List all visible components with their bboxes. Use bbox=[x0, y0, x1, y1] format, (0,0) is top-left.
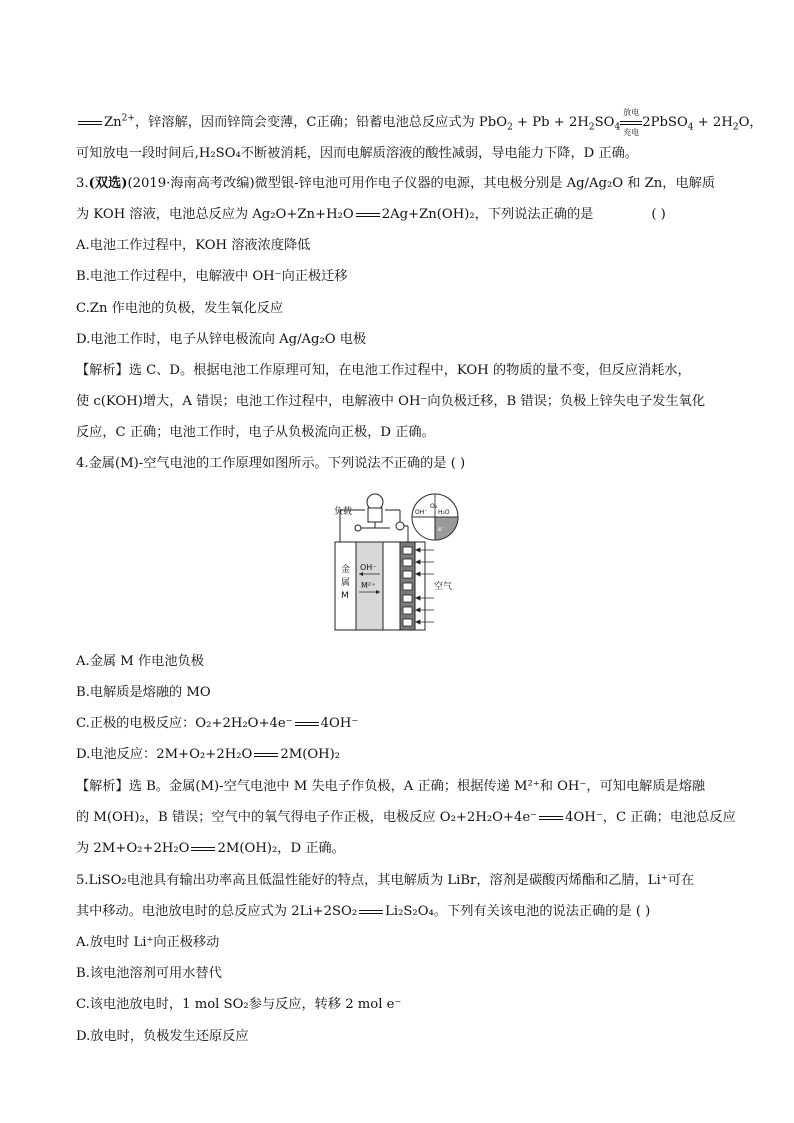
equals-sign-double-line bbox=[254, 753, 278, 757]
load-label: 负载 bbox=[334, 507, 353, 517]
q3-stem-line-2: 为 KOH 溶液，电池总反应为 Ag₂O+Zn+H₂O 2Ag+Zn(OH)₂，下列说法正确的是 ( ) bbox=[76, 207, 666, 222]
q3-option-d: D.电池工作时，电子从锌电极流向 Ag/Ag₂O 电极 bbox=[76, 332, 367, 347]
equals-sign-double-line bbox=[295, 722, 319, 726]
answer-paren: ( ) bbox=[651, 207, 666, 222]
load-box bbox=[368, 508, 382, 522]
m2-ion-label: M²⁺ bbox=[361, 581, 376, 590]
q4-analysis-line-1: 【解析】选 B。金属(M)-空气电池中 M 失电子作负极，A 正确；根据传递 M²⁺和 OH⁻，可知电解质是熔融 bbox=[76, 779, 706, 794]
svg-text:e⁻: e⁻ bbox=[438, 526, 445, 533]
equals-sign-double-line bbox=[539, 816, 563, 820]
svg-text:O₂: O₂ bbox=[430, 503, 438, 510]
q4-stem: 4.金属(M)-空气电池的工作原理如图所示。下列说法不正确的是 ( ) bbox=[76, 456, 466, 471]
q5-stem-line-1: 5.LiSO₂电池具有输出功率高且低温性能好的特点，其电解质为 LiBr，溶剂是碳酸丙烯酯和乙腈，Li⁺可在 bbox=[76, 873, 695, 888]
equals-sign-double-line bbox=[359, 910, 383, 914]
equals-sign-double-line bbox=[78, 121, 102, 125]
svg-text:OH⁻: OH⁻ bbox=[415, 509, 428, 516]
q4-option-a: A.金属 M 作电池负极 bbox=[76, 654, 204, 669]
q3-option-b: B.电池工作过程中，电解液中 OH⁻向正极迁移 bbox=[76, 269, 348, 284]
q3-option-a: A.电池工作过程中，KOH 溶液浓度降低 bbox=[76, 238, 311, 253]
air-label: 空气 bbox=[434, 582, 453, 592]
q4-option-d: D.电池反应：2M+O₂+2H₂O 2M(OH)₂ bbox=[76, 747, 341, 762]
q4-option-b: B.电解质是熔融的 MO bbox=[76, 685, 211, 700]
metal-air-battery-diagram bbox=[330, 490, 462, 635]
q3-stem-line-1: 3.(双选)(2019·海南高考改编)微型银-锌电池可用作电子仪器的电源，其电极分别是 Ag/Ag₂O 和 Zn，电解质 bbox=[76, 176, 716, 191]
metal-label-2: 属 bbox=[341, 578, 351, 588]
reversible-arrow: 放电 充电 bbox=[620, 116, 642, 130]
q4-analysis-line-2: 的 M(OH)₂，B 错误；空气中的氧气得电子作正极，电极反应 O₂+2H₂O+4e⁻ 4OH⁻，C 正确；电池总反应 bbox=[76, 810, 736, 825]
text-line-prev-1: $Zn^{2+}$，锌溶解，因而锌筒会变薄，C正确；铅蓄电池总反应式为 $PbO_2 + Pb + 2H_2SO_4$ 放电 充电 2PbSO$_4$ + $2H_2O$， bbox=[76, 114, 726, 132]
q3-analysis-line-1: 【解析】选 C、D。根据电池工作原理可知，在电池工作过程中，KOH 的物质的量不变，但反应消耗水， bbox=[76, 363, 691, 378]
text-line-prev-2: 可知放电一段时间后,H₂SO₄不断被消耗，因而电解质溶液的酸性减弱，导电能力下降，D 正确。 bbox=[76, 146, 638, 161]
q5-stem-line-2: 其中移动。电池放电时的总反应式为 2Li+2SO₂ Li₂S₂O₄。下列有关该电池的说法正确的是 ( ) bbox=[76, 904, 651, 919]
q3-option-c: C.Zn 作电池的负极，发生氧化反应 bbox=[76, 301, 284, 316]
equals-sign-double-line bbox=[191, 847, 215, 851]
q3-analysis-line-2: 使 c(KOH)增大，A 错误；电池工作过程中，电解液中 OH⁻向负极迁移，B 错误；负极上锌失电子发生氧化 bbox=[76, 394, 706, 409]
oh-ion-label: OH⁻ bbox=[360, 563, 377, 572]
q3-analysis-line-3: 反应，C 正确；电池工作时，电子从负极流向正极，D 正确。 bbox=[76, 425, 435, 440]
metal-label-1: 金 bbox=[341, 565, 351, 575]
reaction-pie-chart bbox=[412, 494, 458, 540]
equals-sign-double-line bbox=[356, 213, 380, 217]
q5-option-a: A.放电时 Li⁺向正极移动 bbox=[76, 935, 220, 950]
metal-label-3: M bbox=[341, 591, 349, 601]
q3-type-tag: (双选) bbox=[88, 176, 128, 191]
q5-option-c: C.该电池放电时，1 mol SO₂参与反应，转移 2 mol e⁻ bbox=[76, 997, 402, 1012]
q4-option-c: C.正极的电极反应：O₂+2H₂O+4e⁻ 4OH⁻ bbox=[76, 716, 359, 731]
q5-option-d: D.放电时，负极发生还原反应 bbox=[76, 1029, 249, 1044]
q5-option-b: B.该电池溶剂可用水替代 bbox=[76, 966, 222, 981]
svg-text:H₂O: H₂O bbox=[438, 509, 450, 516]
battery-diagram-svg bbox=[330, 490, 462, 635]
q4-analysis-line-3: 为 2M+O₂+2H₂O 2M(OH)₂，D 正确。 bbox=[76, 841, 345, 856]
